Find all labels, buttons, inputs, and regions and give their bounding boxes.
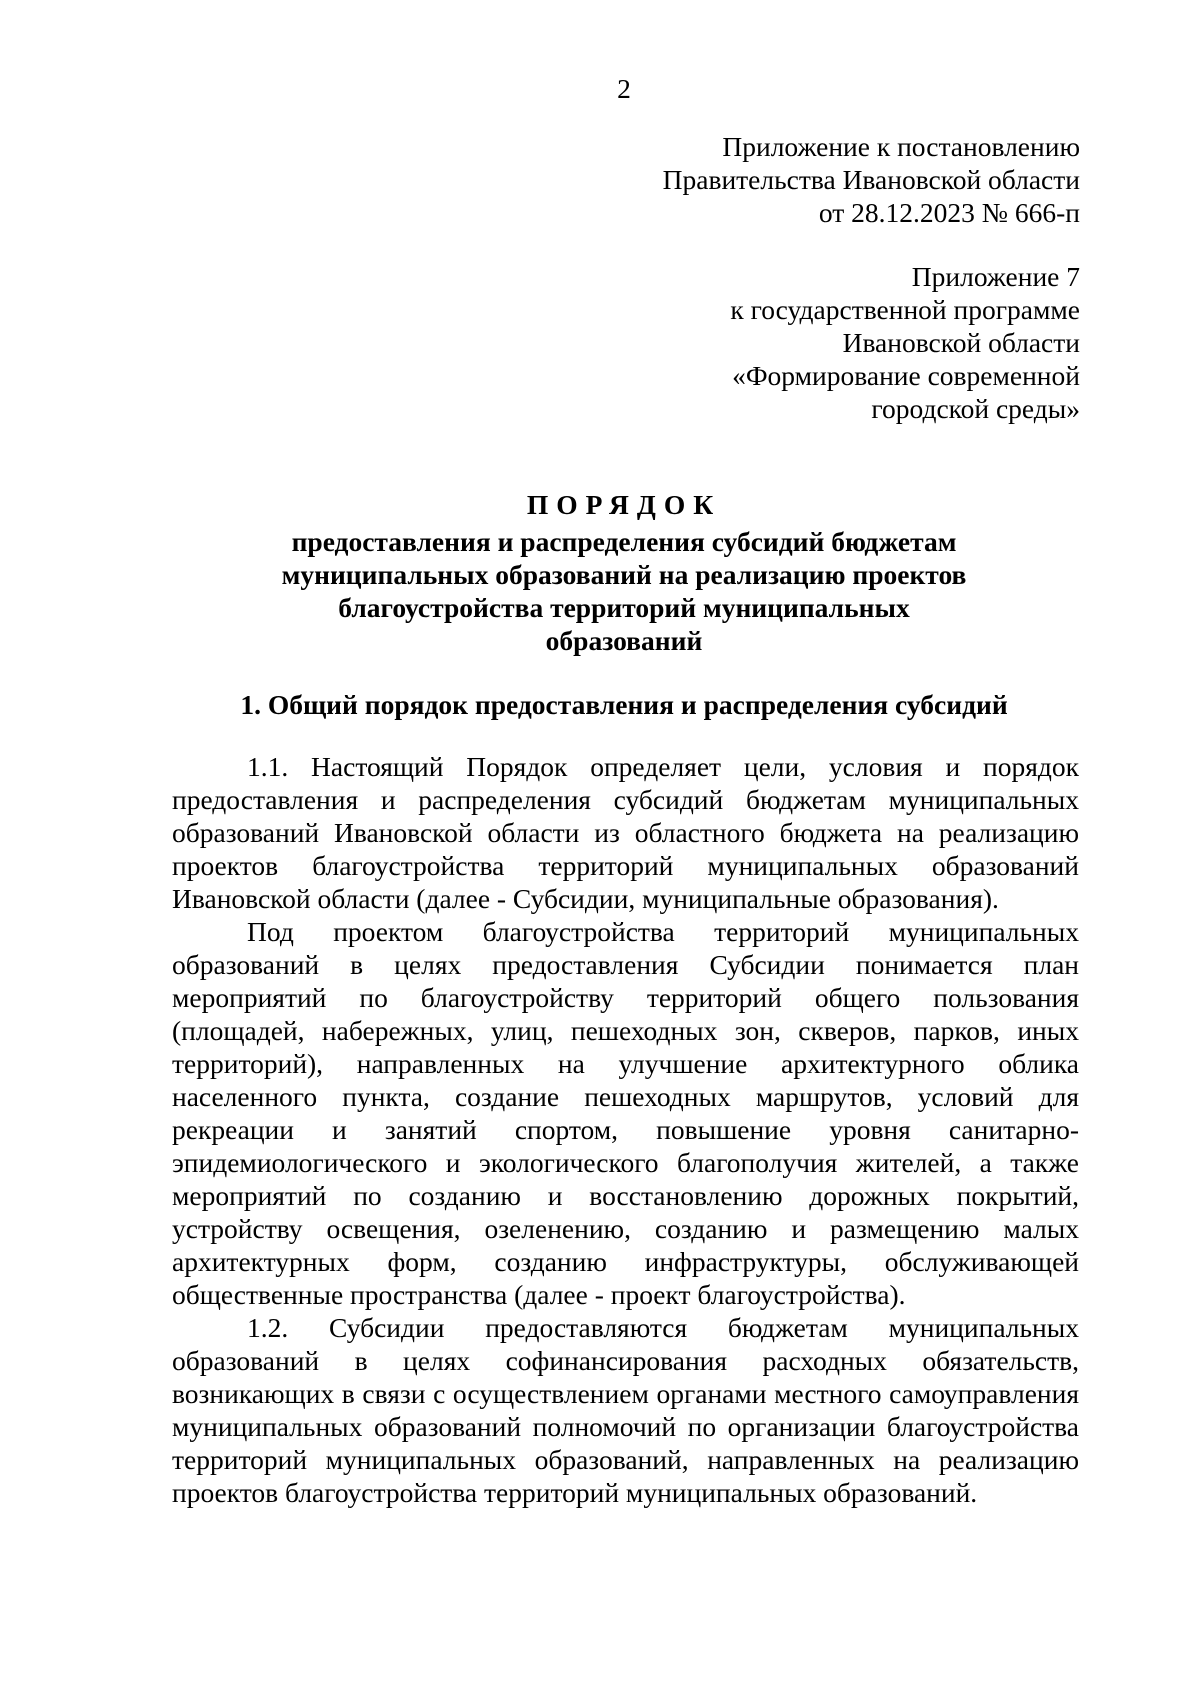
section-body bbox=[172, 750, 1079, 1509]
annex-resolution-block bbox=[663, 130, 1080, 229]
document-subtitle-line: муниципальных образований на реализацию проектов bbox=[281, 559, 967, 590]
document-title-block bbox=[170, 488, 1078, 657]
document-subtitle-line: благоустройства территорий муниципальных bbox=[338, 592, 910, 623]
paragraph: Под проектом благоустройства территорий муниципальных образований в целях предоставления Субсидии понимается план мероприятий по благоустройству территорий общего пользования (площадей, набережных, улиц, пешеходных зон, скверов, парков, иных территорий), направленных на улучшение архитектурного облика населенного пункта, создание пешеходных маршрутов, условий для рекреации и занятий спортом, повышение уровня санитарно-эпидемиологического и экологического благополучия жителей, а также мероприятий по созданию и восстановлению дорожных покрытий, устройству освещения, озеленению, созданию и размещению малых архитектурных форм, созданию инфраструктуры, обслуживающей общественные пространства (далее - проект благоустройства). bbox=[172, 916, 1079, 1310]
paragraph: 1.2. Субсидии предоставляются бюджетам муниципальных образований в целях софинансирования расходных обязательств, возникающих в связи с осуществлением органами местного самоуправления муниципальных образований полномочий по организации благоустройства территорий муниципальных образований, направленных на реализацию проектов благоустройства территорий муниципальных образований. bbox=[172, 1312, 1079, 1508]
annex-program-line: городской среды» bbox=[871, 393, 1080, 424]
annex-program-block bbox=[730, 260, 1080, 425]
annex-program-line: «Формирование современной bbox=[732, 360, 1080, 391]
document-subtitle-line: предоставления и распределения субсидий бюджетам bbox=[291, 526, 957, 557]
annex-resolution-line: от 28.12.2023 № 666-п bbox=[818, 197, 1080, 228]
page-number: 2 bbox=[617, 73, 631, 104]
annex-program-line: к государственной программе bbox=[730, 294, 1080, 325]
annex-resolution-line: Приложение к постановлению bbox=[722, 131, 1080, 162]
section-heading: 1. Общий порядок предоставления и распределения субсидий bbox=[240, 689, 1008, 720]
paragraph: 1.1. Настоящий Порядок определяет цели, условия и порядок предоставления и распределения субсидий бюджетам муниципальных образований Ивановской области из областного бюджета на реализацию проектов благоустройства территорий муниципальных образований Ивановской области (далее - Субсидии, муниципальные образования). bbox=[172, 751, 1079, 914]
annex-program-line: Ивановской области bbox=[842, 327, 1080, 358]
document-title: ПОРЯДОК bbox=[526, 489, 722, 520]
annex-program-line: Приложение 7 bbox=[911, 261, 1080, 292]
annex-resolution-line: Правительства Ивановской области bbox=[662, 164, 1080, 195]
document-subtitle-line: образований bbox=[545, 625, 703, 656]
